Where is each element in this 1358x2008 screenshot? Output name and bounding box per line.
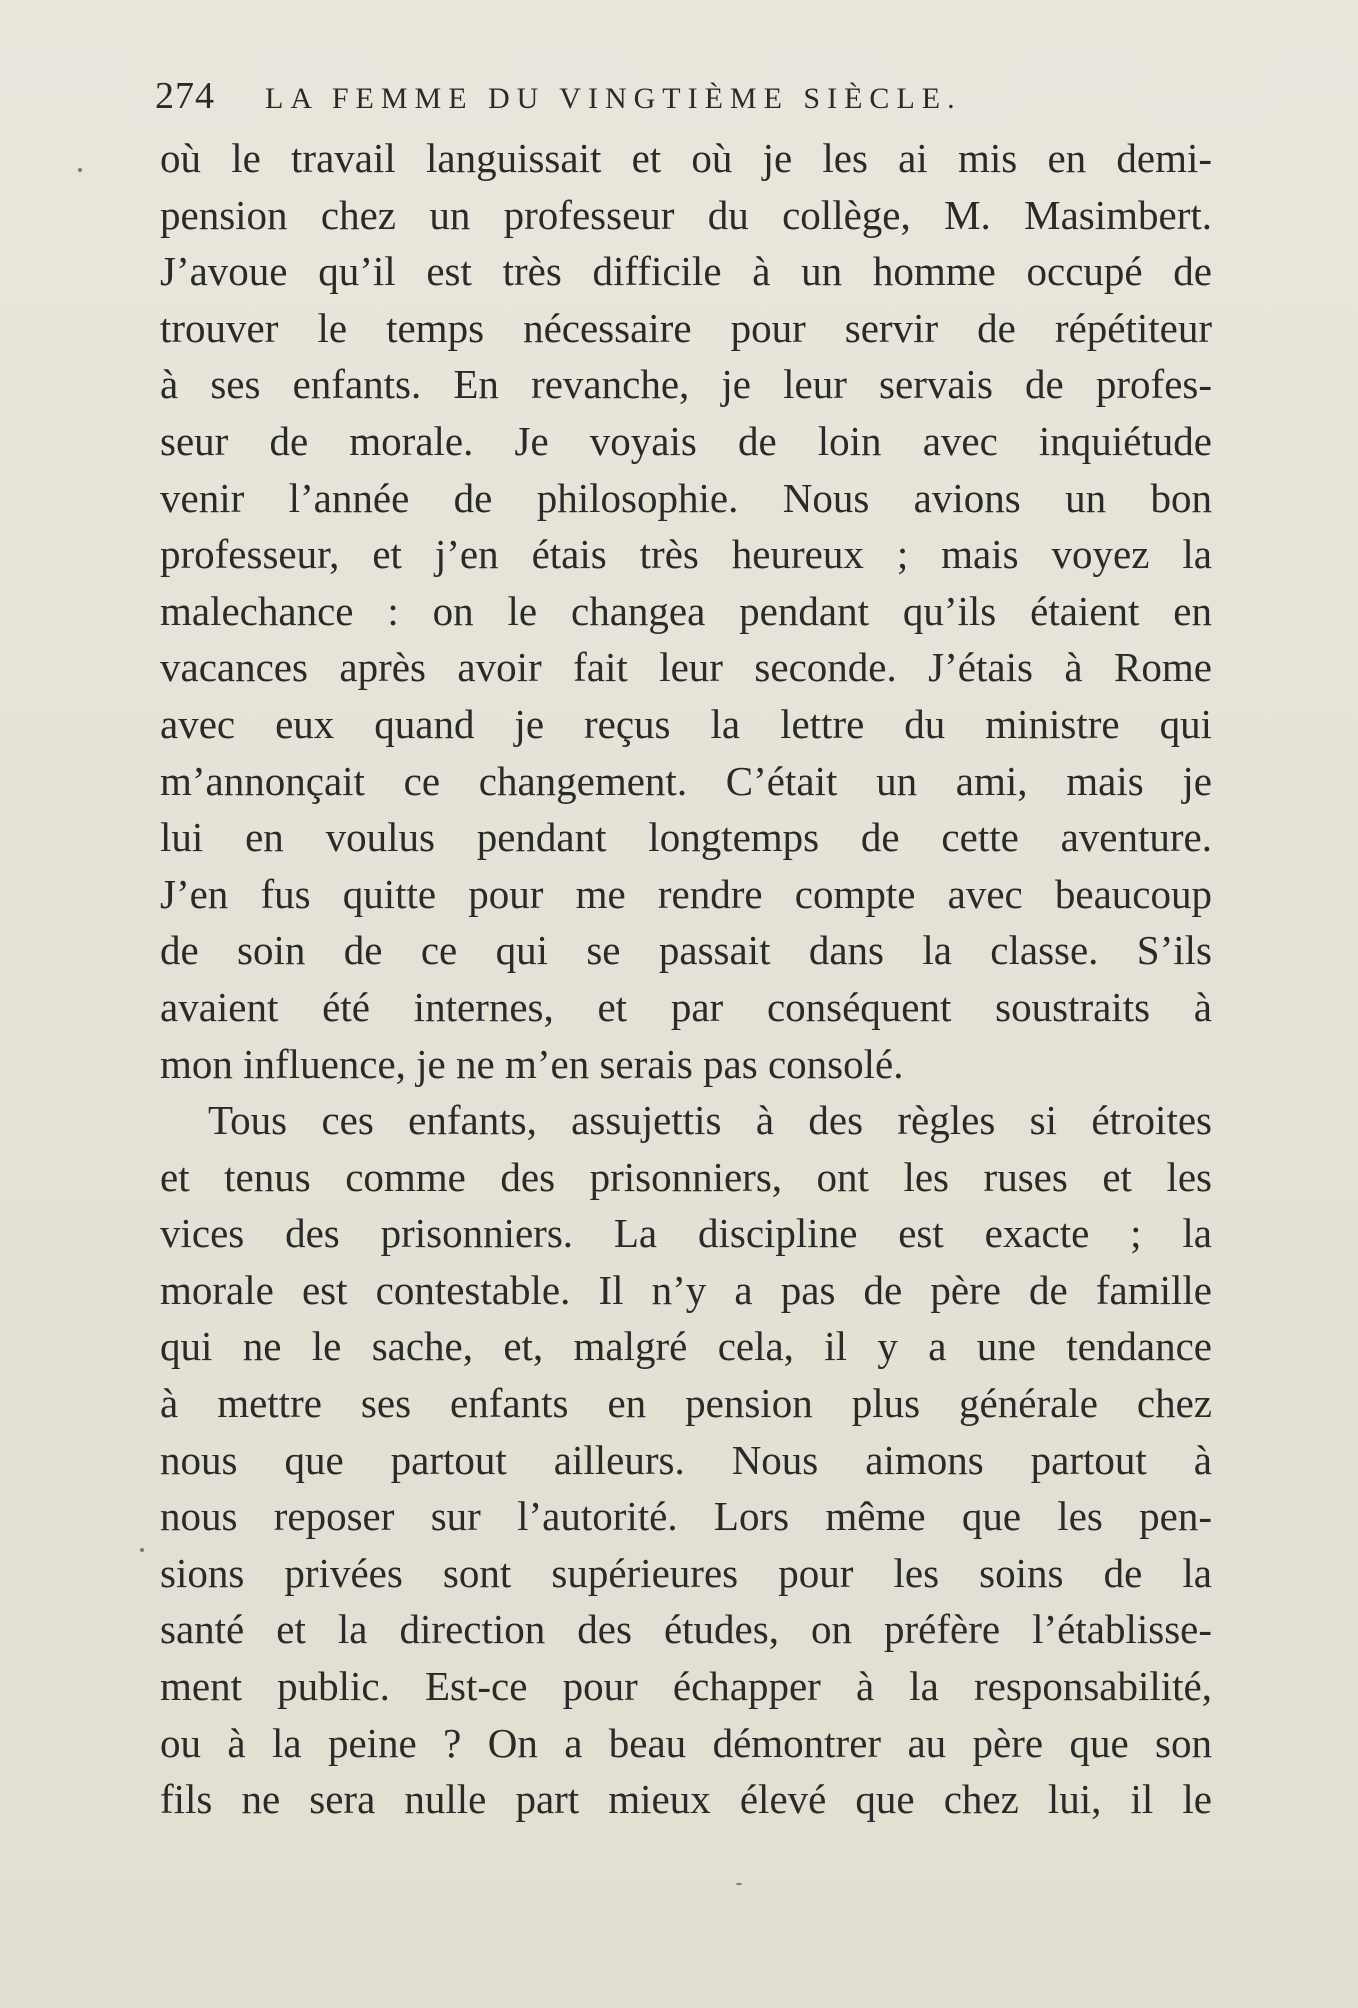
text-line: seur de morale. Je voyais de loin avec inquiétude (160, 417, 1212, 464)
paragraph-end-line: mon influence, je ne m’en serais pas consolé. (160, 1040, 904, 1087)
text-line: trouver le temps nécessaire pour servir de répétiteur (160, 304, 1212, 351)
text-line: ment public. Est-ce pour échapper à la responsabilité, (160, 1663, 1212, 1710)
text-line: vices des prisonniers. La discipline est exacte ; la (160, 1210, 1212, 1257)
text-line: nous reposer sur l’autorité. Lors même que les pen- (160, 1493, 1212, 1540)
text-line: de soin de ce qui se passait dans la classe. S’ils (160, 927, 1212, 974)
text-line: nous que partout ailleurs. Nous aimons partout à (160, 1436, 1212, 1483)
text-line: J’avoue qu’il est très difficile à un homme occupé de (160, 248, 1212, 295)
text-line: pension chez un professeur du collège, M. Masimbert. (160, 191, 1212, 238)
text-line: vacances après avoir fait leur seconde. J’étais à Rome (160, 644, 1212, 691)
text-line: avec eux quand je reçus la lettre du ministre qui (160, 700, 1212, 747)
paper-speck (736, 1883, 742, 1885)
paper-speck (140, 1548, 144, 1552)
text-line: professeur, et j’en étais très heureux ; mais voyez la (160, 531, 1212, 578)
text-line: malechance : on le changea pendant qu’ils étaient en (160, 587, 1212, 634)
text-line: où le travail languissait et où je les ai mis en demi- (160, 135, 1212, 181)
text-line: lui en voulus pendant longtemps de cette aventure. (160, 814, 1212, 861)
text-line: sions privées sont supérieures pour les soins de la (160, 1549, 1212, 1596)
text-line: venir l’année de philosophie. Nous avions un bon (160, 474, 1212, 521)
text-line: et tenus comme des prisonniers, ont les ruses et les (160, 1153, 1212, 1200)
text-line: J’en fus quitte pour me rendre compte avec beaucoup (160, 870, 1212, 917)
text-line: m’annonçait ce changement. C’était un ami, mais je (160, 757, 1212, 804)
text-line: avaient été internes, et par conséquent soustraits à (160, 983, 1212, 1030)
text-line: qui ne le sache, et, malgré cela, il y a une tendance (160, 1323, 1212, 1370)
text-line: santé et la direction des études, on préfère l’établisse- (160, 1606, 1212, 1653)
page-header (155, 70, 1095, 122)
text-line: à mettre ses enfants en pension plus générale chez (160, 1380, 1212, 1427)
paragraph-start-line: Tous ces enfants, assujettis à des règles si étroites (208, 1097, 1212, 1144)
paper-speck (78, 168, 82, 172)
running-title: LA FEMME DU VINGTIÈME SIÈCLE. (265, 82, 962, 115)
text-line: fils ne sera nulle part mieux élevé que chez lui, il le (160, 1776, 1212, 1823)
text-line: à ses enfants. En revanche, je leur servais de profes- (160, 361, 1212, 408)
body-text (160, 130, 1212, 1828)
page-number: 274 (155, 75, 215, 117)
text-line: morale est contestable. Il n’y a pas de père de famille (160, 1266, 1212, 1313)
text-line: ou à la peine ? On a beau démontrer au père que son (160, 1719, 1212, 1766)
